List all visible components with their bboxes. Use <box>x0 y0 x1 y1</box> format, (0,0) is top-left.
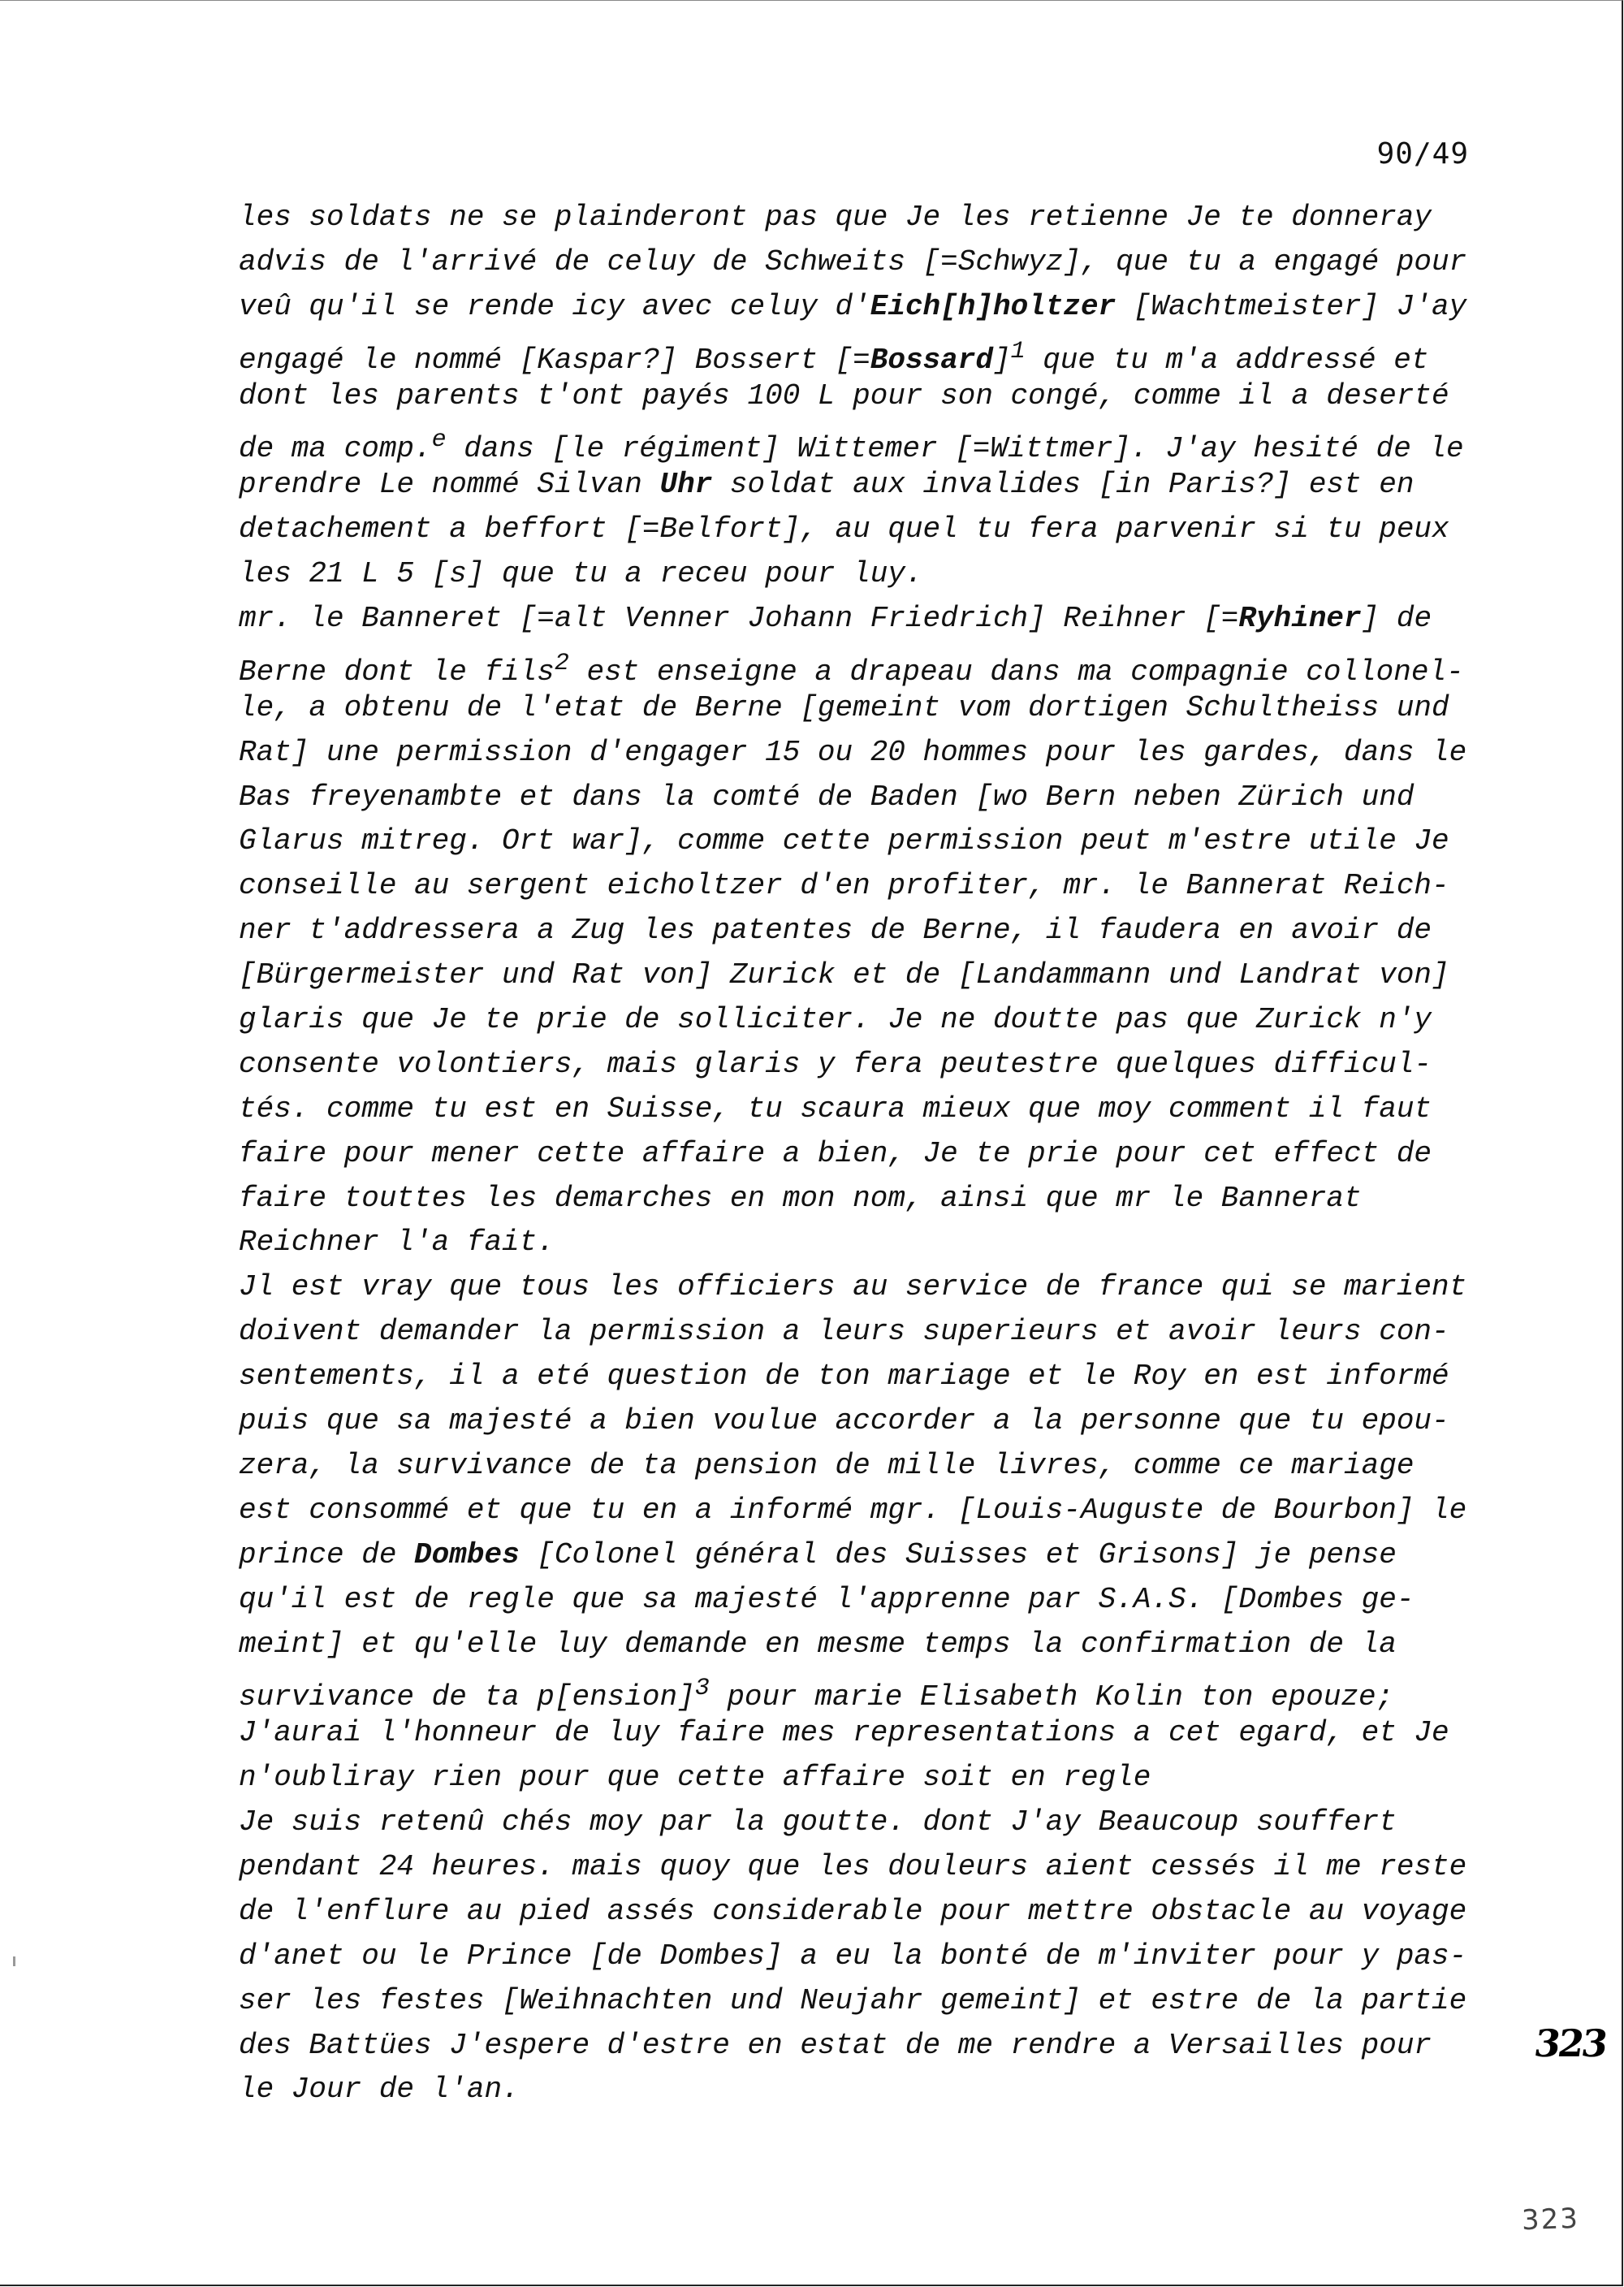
text-segment: advis de l'arrivé de celuy de Schweits [=Schwyz], que tu a engagé pour <box>239 244 1467 279</box>
text-segment: ner t'addressera a Zug les patentes de Berne, il faudera en avoir de <box>239 914 1432 948</box>
text-line <box>239 1623 1489 1667</box>
text-segment: Rat] une permission d'engager 15 ou 20 hommes pour les gardes, dans le <box>239 735 1467 769</box>
text-line <box>239 642 1489 689</box>
text-segment: [Bürgermeister und Rat von] Zurick et de [Landammann und Landrat von] <box>239 958 1449 992</box>
text-line <box>239 1132 1489 1177</box>
text-line <box>239 953 1489 998</box>
text-segment: dans [le régiment] Wittemer [=Wittmer]. J'ay hesité de le <box>446 432 1464 466</box>
text-line <box>239 285 1489 330</box>
text-line <box>239 240 1489 285</box>
text-segment: ser les festes [Weihnachten und Neujahr gemeint] et estre de la partie <box>239 1983 1467 2017</box>
text-segment: consente volontiers, mais glaris y fera peutestre quelques difficul- <box>239 1047 1432 1081</box>
text-segment: faire pour mener cette affaire a bien, Je te prie pour cet effect de <box>239 1136 1432 1170</box>
text-segment: est enseigne a drapeau dans ma compagnie collonel- <box>568 655 1464 689</box>
text-line <box>239 1890 1489 1935</box>
text-segment: dont les parents t'ont payés 100 L pour son congé, comme il a deserté <box>239 378 1449 413</box>
page-reference: 90/49 <box>1376 137 1469 171</box>
text-segment: mr. le Banneret [=alt Venner Johann Friedrich] Reihner [= <box>239 602 1239 636</box>
footnote-marker: 3 <box>694 1675 710 1703</box>
text-segment: pour marie Elisabeth Kolin ton epouze; <box>709 1680 1394 1714</box>
text-segment: est consommé et que tu en a informé mgr. [Louis-Auguste de Bourbon] le <box>239 1493 1467 1527</box>
text-segment: Reichner l'a fait. <box>239 1226 555 1260</box>
footnote-marker: 1 <box>1010 337 1026 365</box>
text-segment: Berne dont le fils <box>239 655 555 689</box>
text-line <box>239 1489 1489 1533</box>
text-segment: le Jour de l'an. <box>239 2073 520 2107</box>
text-line <box>239 1310 1489 1355</box>
text-segment: que tu m'a addressé et <box>1025 343 1429 377</box>
text-line <box>239 1711 1489 1756</box>
text-segment: veû qu'il se rende icy avec celuy d' <box>239 289 870 323</box>
text-segment: prince de <box>239 1537 415 1572</box>
text-segment: le, a obtenu de l'etat de Berne [gemeint vom dortigen Schultheiss und <box>239 690 1449 724</box>
text-line <box>239 2068 1489 2112</box>
text-segment: [Wachtmeister] J'ay <box>1116 289 1467 323</box>
text-line <box>239 1756 1489 1801</box>
text-line <box>239 2024 1489 2069</box>
text-segment: qu'il est de regle que sa majesté l'apprenne par S.A.S. [Dombes ge- <box>239 1582 1415 1616</box>
text-segment: les soldats ne se plainderont pas que Je les retienne Je te donneray <box>239 201 1432 234</box>
text-segment: prendre Le nommé Silvan <box>239 468 660 502</box>
text-line <box>239 1667 1489 1714</box>
text-line <box>239 1043 1489 1087</box>
text-segment: de ma comp. <box>239 432 432 466</box>
text-line <box>239 1087 1489 1132</box>
text-segment: J'aurai l'honneur de luy faire mes representations a cet egard, et Je <box>239 1716 1449 1750</box>
text-line <box>239 998 1489 1043</box>
text-segment: glaris que Je te prie de solliciter. Je ne doutte pas que Zurick n'y <box>239 1003 1432 1037</box>
text-segment: conseille au sergent eicholtzer d'en profiter, mr. le Bannerat Reich- <box>239 869 1449 903</box>
text-segment: les 21 L 5 [s] que tu a receu pour luy. <box>239 557 923 591</box>
letter-body <box>239 196 1489 2112</box>
text-line <box>239 508 1489 552</box>
text-segment: ] <box>992 343 1011 377</box>
text-line <box>239 1444 1489 1489</box>
text-line <box>239 552 1489 597</box>
text-line <box>239 1177 1489 1221</box>
text-line <box>239 1221 1489 1265</box>
text-segment: doivent demander la permission a leurs superieurs et avoir leurs con- <box>239 1315 1449 1349</box>
text-line <box>239 686 1489 731</box>
pencil-page-number: 323 <box>1521 2202 1580 2237</box>
text-line <box>239 196 1489 240</box>
bold-name: Eich[h]holtzer <box>870 289 1116 323</box>
text-segment: puis que sa majesté a bien voulue accorder a la personne que tu epou- <box>239 1404 1449 1438</box>
text-segment: d'anet ou le Prince [de Dombes] a eu la bonté de m'inviter pour y pas- <box>239 1939 1467 1973</box>
footnote-marker: e <box>431 426 447 455</box>
text-line <box>239 1801 1489 1845</box>
text-segment: zera, la survivance de ta pension de mille livres, comme ce mariage <box>239 1448 1415 1482</box>
text-segment: pendant 24 heures. mais quoy que les douleurs aient cessés il me reste <box>239 1849 1467 1883</box>
text-segment: n'oubliray rien pour que cette affaire soit en regle <box>239 1761 1151 1795</box>
text-segment: des Battües J'espere d'estre en estat de me rendre a Versailles pour <box>239 2028 1432 2062</box>
bold-name: Bossard <box>870 343 993 377</box>
text-segment: [Colonel général des Suisses et Grisons] je pense <box>519 1537 1397 1572</box>
text-segment: sentements, il a eté question de ton mariage et le Roy en est informé <box>239 1360 1449 1394</box>
text-line <box>239 1578 1489 1623</box>
text-line <box>239 909 1489 953</box>
text-segment: Bas freyenambte et dans la comté de Baden [wo Bern neben Zürich und <box>239 780 1415 814</box>
text-line <box>239 330 1489 377</box>
text-segment: Glarus mitreg. Ort war], comme cette permission peut m'estre utile Je <box>239 824 1449 858</box>
text-line <box>239 864 1489 909</box>
page-number-stamp: 323 <box>1531 2021 1609 2065</box>
text-line <box>239 1265 1489 1310</box>
text-segment: faire touttes les demarches en mon nom, ainsi que mr le Bannerat <box>239 1181 1362 1215</box>
scan-speck <box>13 1956 15 1966</box>
bold-name: Ryhiner <box>1238 602 1362 636</box>
text-line <box>239 374 1489 419</box>
text-line <box>239 463 1489 508</box>
bold-name: Uhr <box>659 468 713 502</box>
text-line <box>239 819 1489 864</box>
text-line <box>239 418 1489 466</box>
text-segment: ] de <box>1361 602 1432 636</box>
text-segment: meint] et qu'elle luy demande en mesme temps la confirmation de la <box>239 1627 1397 1661</box>
text-segment: soldat aux invalides [in Paris?] est en <box>712 468 1415 502</box>
text-line <box>239 1979 1489 2024</box>
footnote-marker: 2 <box>554 649 569 677</box>
bold-name: Dombes <box>414 1537 520 1572</box>
text-segment: Jl est vray que tous les officiers au service de france qui se marient <box>239 1270 1467 1304</box>
text-line <box>239 776 1489 820</box>
text-segment: engagé le nommé [Kaspar?] Bossert [= <box>239 343 870 377</box>
text-line <box>239 1533 1489 1578</box>
text-segment: de l'enflure au pied assés considerable pour mettre obstacle au voyage <box>239 1894 1467 1928</box>
text-line <box>239 597 1489 642</box>
text-segment: Je suis retenû chés moy par la goutte. dont J'ay Beaucoup souffert <box>239 1805 1397 1840</box>
text-line <box>239 1399 1489 1444</box>
text-segment: detachement a beffort [=Belfort], au quel tu fera parvenir si tu peux <box>239 512 1449 547</box>
text-line <box>239 1845 1489 1890</box>
text-line <box>239 1355 1489 1399</box>
text-segment: survivance de ta p[ension] <box>239 1680 695 1714</box>
text-line <box>239 1935 1489 1979</box>
text-segment: tés. comme tu est en Suisse, tu scaura mieux que moy comment il faut <box>239 1092 1432 1126</box>
text-line <box>239 731 1489 776</box>
